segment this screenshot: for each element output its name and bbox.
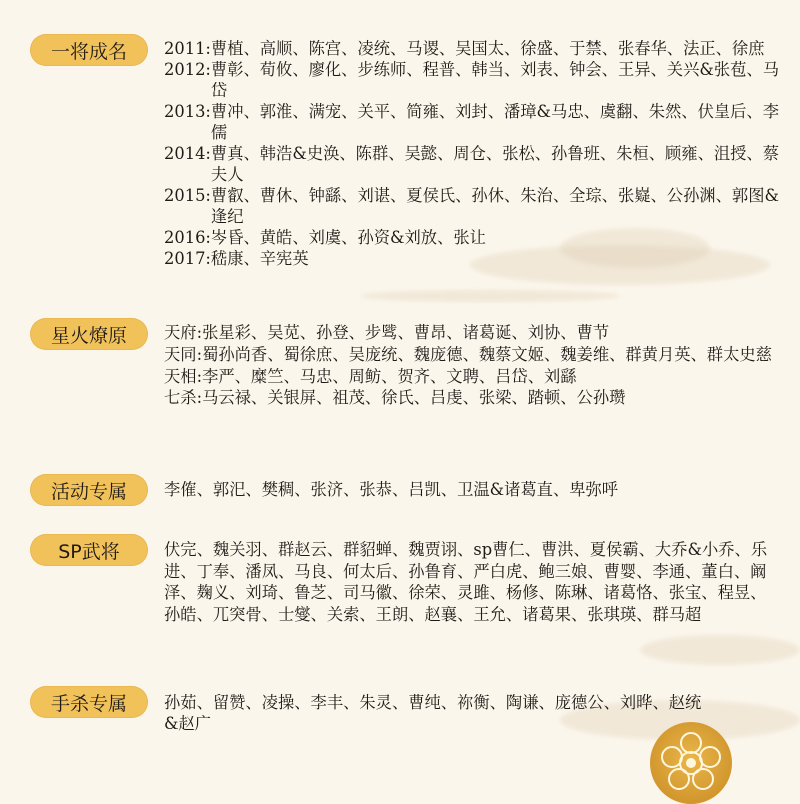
row-label: 天同: [164, 345, 203, 364]
row-label: 2017: [164, 249, 211, 268]
list-item [164, 101, 782, 143]
list-item [164, 322, 782, 343]
row-label: 天府: [164, 323, 203, 342]
row-text: 蜀孙尚香、蜀徐庶、吴庞统、魏庞德、魏蔡文姬、魏姜维、群黄月英、群太史慈 [202, 345, 772, 364]
list-item [164, 143, 782, 185]
row-label: 2015: [164, 186, 211, 205]
list-item [164, 344, 782, 365]
list-item [164, 479, 782, 500]
row-text: 李严、糜竺、马忠、周鲂、贺齐、文聘、吕岱、刘繇 [202, 367, 577, 386]
section-title: 星火燎原 [30, 318, 148, 350]
row-text: 嵇康、辛宪英 [210, 249, 309, 268]
row-label: 2016: [164, 228, 211, 247]
section-content [164, 692, 705, 734]
section-content [164, 479, 782, 500]
section-content [164, 38, 782, 269]
section-title: SP武将 [30, 534, 148, 566]
row-label: 2013: [164, 102, 211, 121]
section-title: 活动专属 [30, 474, 148, 506]
section-title: 手杀专属 [30, 686, 148, 718]
row-label: 2011: [164, 39, 211, 58]
row-text: 张星彩、吴苋、孙登、步骘、曹昂、诸葛诞、刘协、曹节 [202, 323, 610, 342]
section-title: 一将成名 [30, 34, 148, 66]
row-label: 2012: [164, 60, 211, 79]
row-label: 天相: [164, 367, 203, 386]
cloud-decoration [640, 635, 800, 665]
row-text: 岑昏、黄皓、刘虞、孙资&刘放、张让 [210, 228, 486, 247]
row-text: 曹植、高顺、陈宫、凌统、马谡、吴国太、徐盛、于禁、张春华、法正、徐庶 [210, 39, 765, 58]
row-text: 李傕、郭汜、樊稠、张济、张恭、吕凯、卫温&诸葛直、卑弥呼 [164, 480, 619, 499]
row-text: 马云禄、关银屏、祖茂、徐氏、吕虔、张梁、踏顿、公孙瓒 [202, 388, 626, 407]
list-item [164, 366, 782, 387]
list-item [164, 539, 782, 625]
row-text: 曹叡、曹休、钟繇、刘谌、夏侯氏、孙休、朱治、全琮、张嶷、公孙渊、郭图&逢纪 [210, 186, 779, 226]
row-text: 曹冲、郭淮、满宠、关平、简雍、刘封、潘璋&马忠、虞翻、朱然、伏皇后、李儒 [210, 102, 779, 142]
row-label: 2014: [164, 144, 211, 163]
list-item [164, 38, 782, 59]
row-label: 七杀: [164, 388, 203, 407]
row-text: 曹彰、荀攸、廖化、步练师、程普、韩当、刘表、钟会、王异、关兴&张苞、马岱 [210, 60, 779, 100]
list-item [164, 227, 782, 248]
row-text: 伏完、魏关羽、群赵云、群貂蝉、魏贾诩、sp曹仁、曹洪、夏侯霸、大乔&小乔、乐进、丁奉、潘凤、马良、何太后、孙鲁育、严白虎、鲍三娘、曹婴、李通、董白、阚泽、麹义、刘琦、鲁芝、司马徽、徐荣、灵雎、杨修、陈琳、诸葛恪、张宝、程昱、孙皓、兀突骨、士燮、关索、王朗、赵襄、王允、诸葛果、张琪瑛、群马超 [164, 540, 768, 624]
section-content [164, 322, 782, 408]
list-item [164, 59, 782, 101]
list-item [164, 692, 705, 734]
cloud-decoration [360, 290, 620, 302]
row-text: 曹真、韩浩&史涣、陈群、吴懿、周仓、张松、孙鲁班、朱桓、顾雍、沮授、蔡夫人 [210, 144, 779, 184]
plum-blossom-icon [650, 722, 732, 804]
row-text: 孙茹、留赞、凌操、李丰、朱灵、曹纯、祢衡、陶谦、庞德公、刘晔、赵统&赵广 [164, 693, 702, 733]
list-item [164, 387, 782, 408]
list-item [164, 185, 782, 227]
section-content [164, 539, 782, 625]
list-item [164, 248, 782, 269]
